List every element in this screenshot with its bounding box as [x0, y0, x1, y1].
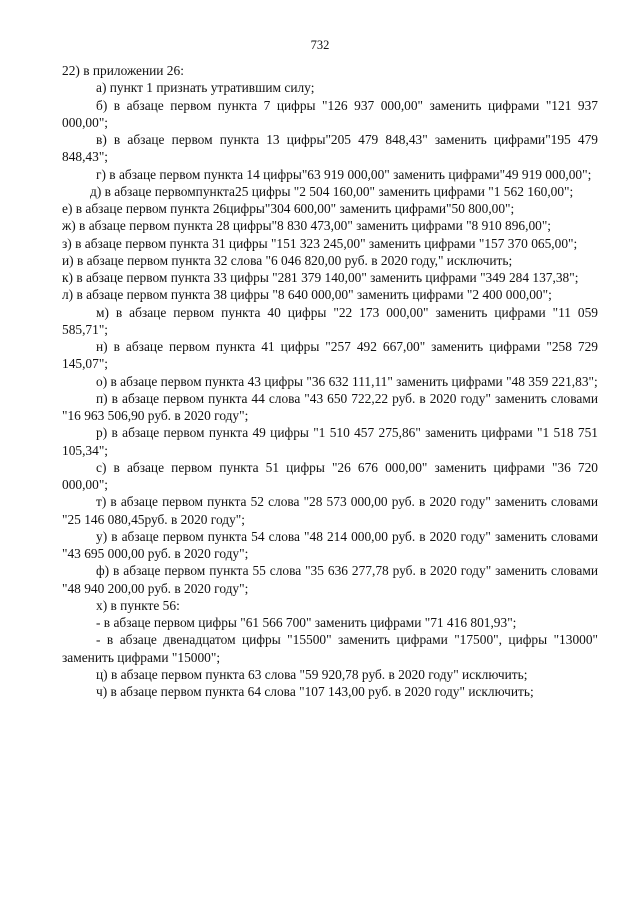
document-paragraph: а) пункт 1 признать утратившим силу; [96, 80, 315, 96]
document-paragraph: с) в абзаце первом пункта 51 цифры "26 676 000,00" заменить цифрами "36 720 000,00"; [62, 459, 598, 492]
document-paragraph: ц) в абзаце первом пункта 63 слова "59 920,78 руб. в 2020 году" исключить; [96, 666, 528, 682]
document-paragraph: х) в пункте 56: [96, 597, 180, 613]
document-paragraph: ж) в абзаце первом пункта 28 цифры"8 830 473,00" заменить цифрами "8 910 896,00"; [62, 218, 552, 234]
page-number: 732 [310, 38, 330, 52]
document-paragraph: о) в абзаце первом пункта 43 цифры "36 632 111,11" заменить цифрами "48 359 221,83"; [96, 373, 598, 389]
document-paragraph: т) в абзаце первом пункта 52 слова "28 573 000,00 руб. в 2020 году" заменить словами "25 146 080,45руб. в 2020 году"; [62, 494, 598, 527]
document-paragraph: ф) в абзаце первом пункта 55 слова "35 636 277,78 руб. в 2020 году" заменить словами "48 940 200,00 руб. в 2020 году"; [62, 563, 598, 596]
document-paragraph: д) в абзаце первомпункта25 цифры "2 504 160,00" заменить цифрами "1 562 160,00"; [90, 183, 574, 199]
document-paragraph: к) в абзаце первом пункта 33 цифры "281 379 140,00" заменить цифрами "349 284 137,38"; [62, 270, 579, 285]
document-body [62, 62, 598, 700]
document-paragraph: г) в абзаце первом пункта 14 цифры"63 919 000,00" заменить цифрами"49 919 000,00"; [96, 166, 592, 182]
document-paragraph: м) в абзаце первом пункта 40 цифры "22 173 000,00" заменить цифрами "11 059 585,71"; [62, 304, 598, 337]
document-paragraph: р) в абзаце первом пункта 49 цифры "1 510 457 275,86" заменить цифрами "1 518 751 105,34"; [62, 425, 598, 458]
document-paragraph: в) в абзаце первом пункта 13 цифры"205 479 848,43" заменить цифрами"195 479 848,43"; [62, 132, 598, 165]
document-paragraph: н) в абзаце первом пункта 41 цифры "257 492 667,00" заменить цифрами "258 729 145,07"; [62, 339, 598, 372]
document-paragraph: - в абзаце первом цифры "61 566 700" заменить цифрами "71 416 801,93"; [96, 615, 517, 630]
document-paragraph: и) в абзаце первом пункта 32 слова "6 046 820,00 руб. в 2020 году," исключить; [62, 252, 513, 268]
document-paragraph: з) в абзаце первом пункта 31 цифры "151 323 245,00" заменить цифрами "157 370 065,00"; [62, 235, 578, 251]
document-paragraph: 22) в приложении 26: [62, 63, 184, 78]
document-paragraph: п) в абзаце первом пункта 44 слова "43 650 722,22 руб. в 2020 году" заменить словами "16 963 506,90 руб. в 2020 году"; [62, 390, 598, 423]
document-paragraph: ч) в абзаце первом пункта 64 слова "107 143,00 руб. в 2020 году" исключить; [96, 684, 534, 699]
document-paragraph: л) в абзаце первом пункта 38 цифры "8 640 000,00" заменить цифрами "2 400 000,00"; [62, 287, 552, 303]
document-paragraph: б) в абзаце первом пункта 7 цифры "126 937 000,00" заменить цифрами "121 937 000,00"; [62, 97, 598, 130]
document-paragraph: у) в абзаце первом пункта 54 слова "48 214 000,00 руб. в 2020 году" заменить словами "43 695 000,00 руб. в 2020 году"; [62, 528, 598, 561]
document-paragraph: - в абзаце двенадцатом цифры "15500" заменить цифрами "17500", цифры "13000" заменить цифрами "15000"; [62, 632, 598, 665]
document-paragraph: е) в абзаце первом пункта 26цифры"304 600,00" заменить цифрами"50 800,00"; [62, 201, 515, 216]
